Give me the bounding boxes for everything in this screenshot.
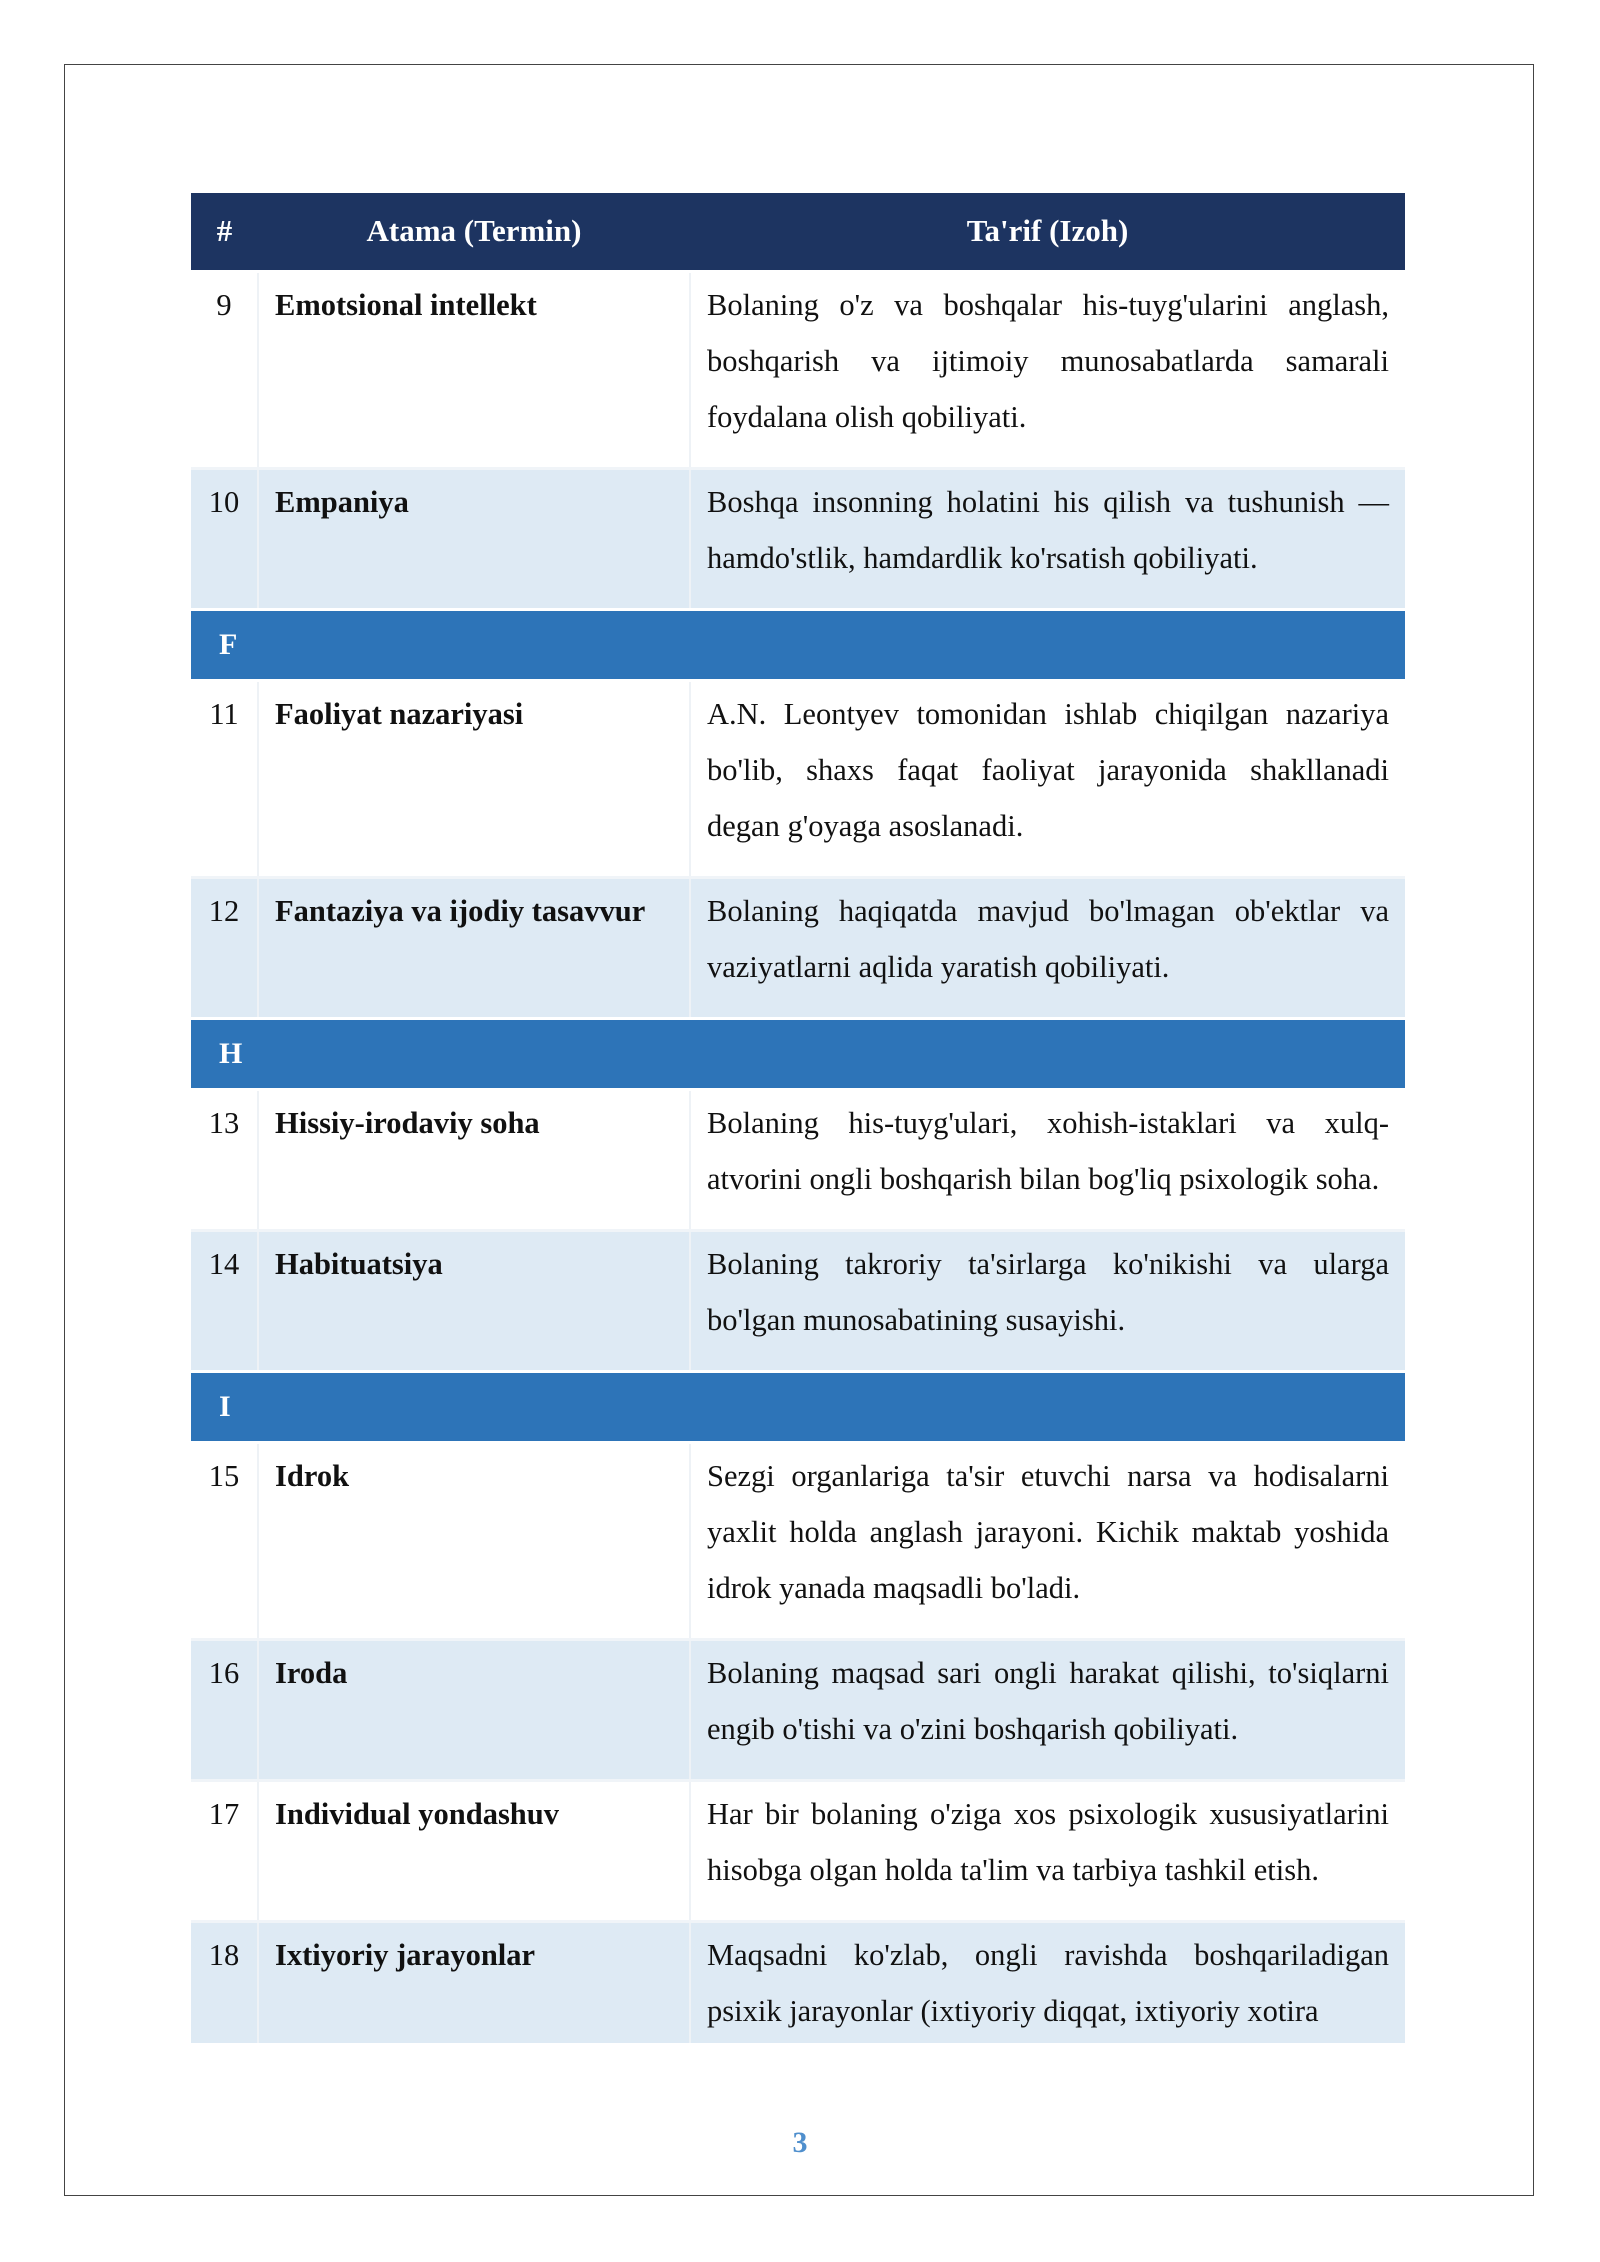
table-header-row: [191, 193, 1405, 271]
entry-number: 10: [191, 468, 258, 609]
letter-section-row: [191, 1018, 1405, 1089]
header-number: #: [191, 193, 258, 271]
table-row: [191, 680, 1405, 877]
table-row: [191, 468, 1405, 609]
table-row: [191, 1230, 1405, 1371]
entry-number: 13: [191, 1089, 258, 1230]
table-row: [191, 1921, 1405, 2043]
entry-number: 18: [191, 1921, 258, 2043]
entry-definition: Boshqa insonning holatini his qilish va tushunish — hamdo'stlik, hamdardlik ko'rsatish qobiliyati.: [690, 468, 1405, 609]
entry-definition: Maqsadni ko'zlab, ongli ravishda boshqariladigan psixik jarayonlar (ixtiyoriy diqqat, ixtiyoriy xotira: [690, 1921, 1405, 2043]
header-term: Atama (Termin): [258, 193, 690, 271]
entry-term: Hissiy-irodaviy soha: [258, 1089, 690, 1230]
section-letter: I: [191, 1371, 1405, 1442]
table-row: [191, 877, 1405, 1018]
entry-definition: Bolaning o'z va boshqalar his-tuyg'ularini anglash, boshqarish va ijtimoiy munosabatlarda samarali foydalana olish qobiliyati.: [690, 271, 1405, 468]
entry-term: Emotsional intellekt: [258, 271, 690, 468]
entry-definition: A.N. Leontyev tomonidan ishlab chiqilgan nazariya bo'lib, shaxs faqat faoliyat jarayonida shakllanadi degan g'oyaga asoslanadi.: [690, 680, 1405, 877]
entry-definition: Bolaning his-tuyg'ulari, xohish-istaklari va xulq-atvorini ongli boshqarish bilan bog'liq psixologik soha.: [690, 1089, 1405, 1230]
entry-definition: Sezgi organlariga ta'sir etuvchi narsa va hodisalarni yaxlit holda anglash jarayoni. Kichik maktab yoshida idrok yanada maqsadli bo'ladi.: [690, 1442, 1405, 1639]
entry-number: 17: [191, 1780, 258, 1921]
page-number: 3: [792, 2126, 808, 2159]
entry-number: 11: [191, 680, 258, 877]
table-row: [191, 271, 1405, 468]
entry-definition: Bolaning maqsad sari ongli harakat qilishi, to'siqlarni engib o'tishi va o'zini boshqarish qobiliyati.: [690, 1639, 1405, 1780]
glossary-table: [191, 193, 1405, 2043]
entry-term: Faoliyat nazariyasi: [258, 680, 690, 877]
entry-term: Fantaziya va ijodiy tasavvur: [258, 877, 690, 1018]
header-definition: Ta'rif (Izoh): [690, 193, 1405, 271]
entry-term: Individual yondashuv: [258, 1780, 690, 1921]
entry-definition: Bolaning takroriy ta'sirlarga ko'nikishi va ularga bo'lgan munosabatining susayishi.: [690, 1230, 1405, 1371]
entry-term: Habituatsiya: [258, 1230, 690, 1371]
table-row: [191, 1442, 1405, 1639]
entry-definition: Bolaning haqiqatda mavjud bo'lmagan ob'ektlar va vaziyatlarni aqlida yaratish qobiliyati.: [690, 877, 1405, 1018]
section-letter: F: [191, 609, 1405, 680]
entry-definition: Har bir bolaning o'ziga xos psixologik xususiyatlarini hisobga olgan holda ta'lim va tarbiya tashkil etish.: [690, 1780, 1405, 1921]
entry-number: 16: [191, 1639, 258, 1780]
table-row: [191, 1639, 1405, 1780]
table-row: [191, 1780, 1405, 1921]
letter-section-row: [191, 1371, 1405, 1442]
entry-number: 15: [191, 1442, 258, 1639]
section-letter: H: [191, 1018, 1405, 1089]
entry-term: Empaniya: [258, 468, 690, 609]
entry-term: Ixtiyoriy jarayonlar: [258, 1921, 690, 2043]
entry-number: 14: [191, 1230, 258, 1371]
entry-number: 9: [191, 271, 258, 468]
entry-term: Iroda: [258, 1639, 690, 1780]
letter-section-row: [191, 609, 1405, 680]
entry-term: Idrok: [258, 1442, 690, 1639]
table-row: [191, 1089, 1405, 1230]
entry-number: 12: [191, 877, 258, 1018]
